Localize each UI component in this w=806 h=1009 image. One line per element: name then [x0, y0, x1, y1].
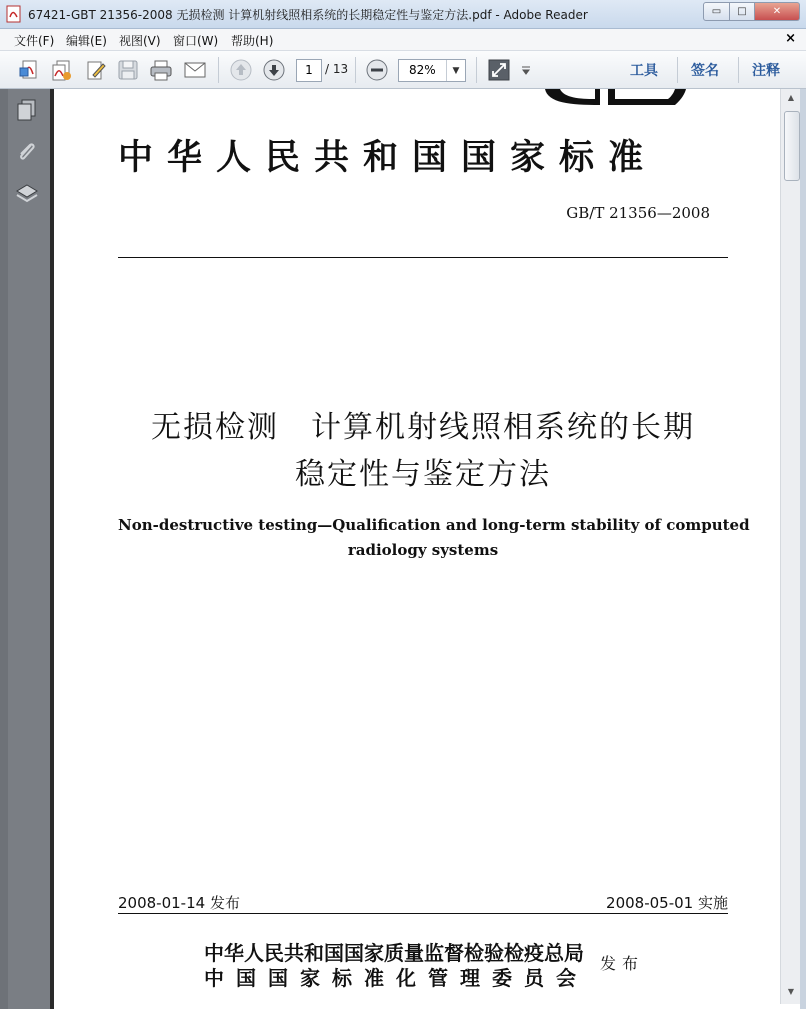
sign-link[interactable]: 签名 [691, 63, 719, 79]
title-bar [0, 0, 806, 29]
page-number-input[interactable]: 1 [296, 59, 322, 82]
attachments-icon[interactable] [14, 139, 40, 165]
scroll-down-icon[interactable]: ▼ [787, 987, 795, 996]
title-en-line1: Non-destructive testing—Qualification and long-term stability of computed [118, 516, 750, 534]
toolbar [0, 51, 806, 89]
fit-icon[interactable] [487, 58, 511, 82]
menu-file[interactable]: 文件(F) [14, 34, 55, 48]
menu-edit[interactable]: 编辑(E) [66, 34, 107, 48]
menu-help[interactable]: 帮助(H) [231, 34, 274, 48]
pages-icon[interactable] [14, 97, 40, 123]
page-total: / 13 [325, 62, 349, 76]
email-icon[interactable] [183, 58, 207, 82]
combine-icon[interactable] [50, 58, 74, 82]
scroll-up-icon[interactable]: ▲ [787, 93, 795, 102]
issue-date: 2008-01-14 发布 [118, 894, 240, 912]
zoom-value: 82% [409, 63, 436, 77]
comment-link[interactable]: 注释 [752, 63, 780, 79]
publisher-1: 中华人民共和国国家质量监督检验检疫总局 [204, 941, 584, 965]
gb-logo [540, 89, 690, 109]
layers-icon[interactable] [14, 181, 40, 207]
scroll-thumb[interactable] [784, 111, 800, 181]
save-icon[interactable] [116, 58, 140, 82]
menu-window[interactable]: 窗口(W) [173, 34, 219, 48]
edit-icon[interactable] [84, 58, 108, 82]
divider [118, 913, 728, 914]
divider [118, 257, 728, 258]
minimize-button[interactable]: ▭ [703, 2, 730, 21]
vertical-scrollbar[interactable] [780, 89, 801, 1004]
title-en-line2: radiology systems [347, 541, 499, 559]
publisher-2: 中国国家标准化管理委员会 [204, 966, 588, 990]
title-cn-line2: 稳定性与鉴定方法 [295, 457, 551, 492]
close-document-button[interactable]: × [785, 31, 796, 46]
zoom-out-icon[interactable] [365, 58, 389, 82]
zoom-select[interactable] [398, 59, 466, 82]
prev-page-icon[interactable] [229, 58, 253, 82]
window-title: 67421-GBT 21356-2008 无损检测 计算机射线照相系统的长期稳定性与鉴定方法.pdf - Adobe Reader [28, 8, 588, 22]
close-window-button[interactable]: ✕ [755, 2, 800, 21]
standard-heading: 中华人民共和国国家标准 [118, 137, 658, 178]
create-pdf-icon[interactable] [18, 58, 42, 82]
issue-label: 发布 [600, 954, 645, 973]
menu-bar [0, 29, 806, 51]
title-cn-line1: 无损检测 计算机射线照相系统的长期 [151, 410, 695, 445]
chevron-down-icon[interactable]: ▼ [446, 60, 465, 81]
standard-code: GB/T 21356—2008 [566, 204, 710, 222]
toolbar-options-icon[interactable] [518, 58, 534, 82]
maximize-button[interactable]: □ [730, 2, 755, 21]
print-icon[interactable] [149, 58, 173, 82]
implementation-date: 2008-05-01 实施 [606, 894, 728, 912]
navigation-pane [0, 89, 50, 1009]
tools-link[interactable]: 工具 [630, 63, 658, 79]
next-page-icon[interactable] [262, 58, 286, 82]
pdf-app-icon [6, 5, 22, 23]
menu-view[interactable]: 视图(V) [119, 34, 161, 48]
